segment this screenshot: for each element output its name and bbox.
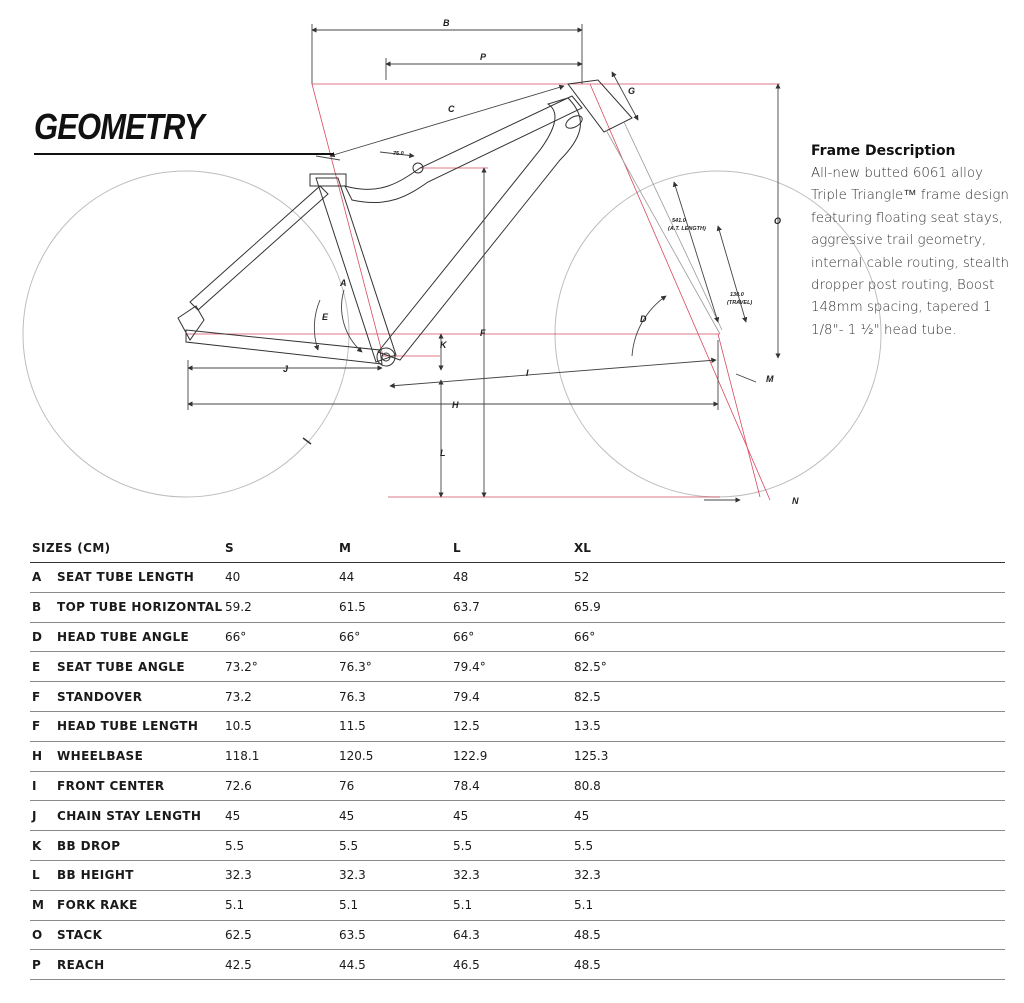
value-l: 12.5 <box>453 719 480 734</box>
header-size-l: L <box>453 540 461 555</box>
row-letter: E <box>32 659 41 674</box>
header-size-s: S <box>225 540 234 555</box>
value-s: 62.5 <box>225 927 252 942</box>
value-l: 48 <box>453 570 469 585</box>
value-s: 5.5 <box>225 838 245 853</box>
value-xl: 125.3 <box>574 749 609 764</box>
value-m: 45 <box>339 808 355 823</box>
value-m: 11.5 <box>339 719 366 734</box>
label-k: K <box>440 340 447 350</box>
row-letter: I <box>32 778 37 793</box>
table-row <box>30 921 1005 951</box>
table-row <box>30 652 1005 682</box>
value-xl: 32.3 <box>574 868 601 883</box>
label-d: D <box>640 314 647 324</box>
row-label: CHAIN STAY LENGTH <box>57 808 202 823</box>
row-label: STANDOVER <box>57 689 143 704</box>
value-l: 78.4 <box>453 778 480 793</box>
label-h: H <box>452 400 459 410</box>
label-travel-sub: (TRAVEL) <box>727 300 753 306</box>
label-a: A <box>340 278 347 288</box>
value-xl: 48.5 <box>574 957 601 972</box>
value-m: 120.5 <box>339 749 374 764</box>
value-m: 61.5 <box>339 600 366 615</box>
row-label: HEAD TUBE LENGTH <box>57 719 199 734</box>
value-l: 32.3 <box>453 868 480 883</box>
label-j: J <box>283 364 289 374</box>
header-size-m: M <box>339 540 351 555</box>
row-label: BB DROP <box>57 838 121 853</box>
value-xl: 45 <box>574 808 590 823</box>
row-label: FORK RAKE <box>57 898 138 913</box>
table-row <box>30 712 1005 742</box>
label-fork-length: 541.0 <box>672 218 686 224</box>
label-travel: 130.0 <box>730 292 744 298</box>
table-row <box>30 772 1005 802</box>
row-letter: M <box>32 898 44 913</box>
row-label: TOP TUBE HORIZONTAL <box>57 600 223 615</box>
value-s: 73.2 <box>225 689 252 704</box>
value-xl: 5.1 <box>574 898 594 913</box>
value-s: 72.6 <box>225 778 252 793</box>
row-letter: H <box>32 749 43 764</box>
row-letter: L <box>32 868 40 883</box>
label-c: C <box>448 104 455 114</box>
value-l: 122.9 <box>453 749 488 764</box>
value-s: 45 <box>225 808 241 823</box>
value-l: 46.5 <box>453 957 480 972</box>
row-letter: P <box>32 957 41 972</box>
frame-description-text: All-new butted 6061 alloy Triple Triangle™ frame design featuring floating seat stays, aggressive trail geometry, internal cable routing, stealth dropper post routing, Boost 148mm spacing, tapered 1 1/8"- 1 ½" head tube. <box>811 166 1009 338</box>
value-l: 79.4° <box>453 659 486 674</box>
label-seat-angle: 75.0 <box>393 151 404 157</box>
value-xl: 80.8 <box>574 778 601 793</box>
row-letter: B <box>32 600 42 615</box>
table-row <box>30 831 1005 861</box>
label-l: L <box>440 448 446 458</box>
diagram-small-labels <box>393 151 752 306</box>
table-row <box>30 950 1005 980</box>
geometry-heading: GEOMETRY <box>34 106 204 147</box>
label-p: P <box>480 52 487 62</box>
frame-description <box>811 143 1011 342</box>
value-xl: 66° <box>574 629 596 644</box>
value-xl: 82.5 <box>574 689 601 704</box>
value-l: 79.4 <box>453 689 480 704</box>
value-m: 5.1 <box>339 898 359 913</box>
row-letter: O <box>32 927 43 942</box>
value-l: 64.3 <box>453 927 480 942</box>
label-m: M <box>766 374 774 384</box>
row-label: FRONT CENTER <box>57 778 165 793</box>
value-l: 5.5 <box>453 838 473 853</box>
heading-underline <box>34 153 334 155</box>
value-m: 76 <box>339 778 355 793</box>
label-b: B <box>443 18 450 28</box>
label-f: F <box>480 328 486 338</box>
label-e: E <box>322 312 329 322</box>
value-s: 10.5 <box>225 719 252 734</box>
value-s: 73.2° <box>225 659 258 674</box>
table-header-row <box>30 533 1005 563</box>
value-m: 44.5 <box>339 957 366 972</box>
row-label: SEAT TUBE LENGTH <box>57 570 195 585</box>
value-s: 118.1 <box>225 749 260 764</box>
geometry-table <box>30 533 1005 980</box>
value-xl: 13.5 <box>574 719 601 734</box>
reference-lines <box>186 84 780 500</box>
value-s: 42.5 <box>225 957 252 972</box>
value-s: 32.3 <box>225 868 252 883</box>
value-m: 63.5 <box>339 927 366 942</box>
value-xl: 65.9 <box>574 600 601 615</box>
row-letter: J <box>32 808 37 823</box>
row-letter: D <box>32 629 42 644</box>
value-m: 32.3 <box>339 868 366 883</box>
row-label: REACH <box>57 957 105 972</box>
value-l: 45 <box>453 808 469 823</box>
value-xl: 5.5 <box>574 838 594 853</box>
header-sizes: SIZES (CM) <box>32 540 111 555</box>
row-label: WHEELBASE <box>57 749 144 764</box>
label-fork-length-sub: (A.T. LENGTH) <box>668 226 706 232</box>
header-size-xl: XL <box>574 540 591 555</box>
value-s: 66° <box>225 629 247 644</box>
value-l: 5.1 <box>453 898 473 913</box>
label-g: G <box>628 86 636 96</box>
value-s: 40 <box>225 570 241 585</box>
table-row <box>30 861 1005 891</box>
value-xl: 82.5° <box>574 659 607 674</box>
value-m: 44 <box>339 570 355 585</box>
table-row <box>30 742 1005 772</box>
value-l: 66° <box>453 629 475 644</box>
diagram-letter-labels <box>283 18 799 506</box>
table-row <box>30 891 1005 921</box>
bike-frame <box>178 80 632 366</box>
table-row <box>30 682 1005 712</box>
value-l: 63.7 <box>453 600 480 615</box>
row-letter: F <box>32 689 41 704</box>
value-s: 59.2 <box>225 600 252 615</box>
value-m: 5.5 <box>339 838 359 853</box>
row-letter: A <box>32 570 42 585</box>
table-row <box>30 563 1005 593</box>
table-row <box>30 623 1005 653</box>
frame-description-title: Frame Description <box>811 143 956 159</box>
value-m: 66° <box>339 629 361 644</box>
row-letter: K <box>32 838 42 853</box>
value-s: 5.1 <box>225 898 245 913</box>
row-label: HEAD TUBE ANGLE <box>57 629 190 644</box>
value-m: 76.3° <box>339 659 372 674</box>
dimension-lines <box>188 24 778 500</box>
row-label: STACK <box>57 927 103 942</box>
table-row <box>30 801 1005 831</box>
row-letter: F <box>32 719 41 734</box>
value-xl: 48.5 <box>574 927 601 942</box>
row-label: SEAT TUBE ANGLE <box>57 659 186 674</box>
label-i: I <box>526 368 529 378</box>
label-o: O <box>774 216 782 226</box>
row-label: BB HEIGHT <box>57 868 134 883</box>
table-row <box>30 593 1005 623</box>
value-m: 76.3 <box>339 689 366 704</box>
label-n: N <box>792 496 799 506</box>
value-xl: 52 <box>574 570 590 585</box>
